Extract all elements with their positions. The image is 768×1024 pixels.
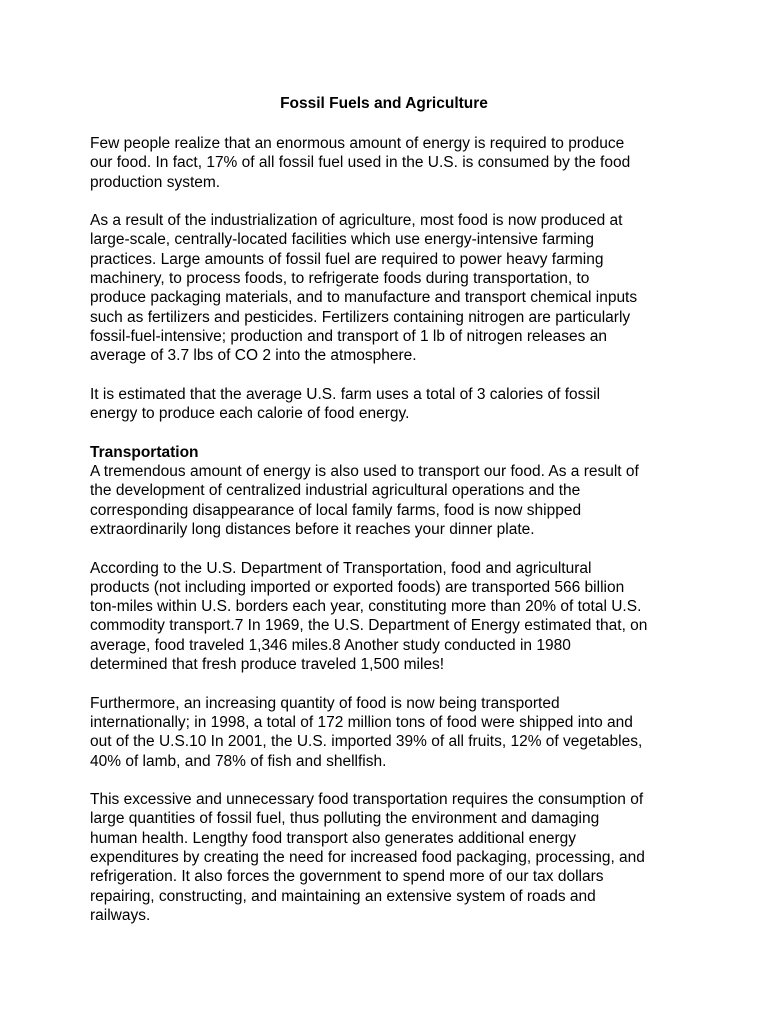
text-line: commodity transport.7 In 1969, the U.S. Department of Energy estimated that, on xyxy=(90,617,648,635)
paragraph-transport-energy xyxy=(90,462,690,539)
document-body xyxy=(90,134,690,944)
paragraph-dot-statistics xyxy=(90,559,690,675)
text-line: Few people realize that an enormous amount of energy is required to produce xyxy=(90,135,625,152)
text-line: refrigeration. It also forces the government to spend more of our tax dollars xyxy=(90,868,604,886)
section-heading-transportation: Transportation xyxy=(90,443,199,461)
document-title: Fossil Fuels and Agriculture xyxy=(280,95,488,112)
text-line: determined that fresh produce traveled 1,500 miles! xyxy=(90,656,445,674)
paragraph-international xyxy=(90,694,690,771)
text-line: Furthermore, an increasing quantity of food is now being transported xyxy=(90,694,560,712)
text-line: the development of centralized industrial agricultural operations and the xyxy=(90,482,581,500)
text-line: human health. Lengthy food transport also generates additional energy xyxy=(90,829,577,847)
text-line: machinery, to process foods, to refrigerate foods during transportation, to xyxy=(90,270,590,288)
text-line: According to the U.S. Department of Transportation, food and agricultural xyxy=(90,559,592,577)
text-line: such as fertilizers and pesticides. Fertilizers containing nitrogen are particularly xyxy=(90,308,631,326)
text-line: average of 3.7 lbs of CO 2 into the atmosphere. xyxy=(90,347,417,365)
text-line: large-scale, centrally-located facilities which use energy-intensive farming xyxy=(90,231,594,249)
text-line: 40% of lamb, and 78% of fish and shellfish. xyxy=(90,752,387,770)
paragraph-intro xyxy=(90,134,690,192)
paragraph-industrialization xyxy=(90,211,690,365)
text-line: repairing, constructing, and maintaining an extensive system of roads and xyxy=(90,887,596,905)
text-line: expenditures by creating the need for increased food packaging, processing, and xyxy=(90,848,645,866)
text-line: corresponding disappearance of local family farms, food is now shipped xyxy=(90,501,582,519)
text-line: production system. xyxy=(90,173,221,191)
text-line: A tremendous amount of energy is also used to transport our food. As a result of xyxy=(90,463,639,481)
text-line: This excessive and unnecessary food transportation requires the consumption of xyxy=(90,791,644,809)
paragraph-farm-calories xyxy=(90,385,690,424)
text-line: extraordinarily long distances before it reaches your dinner plate. xyxy=(90,520,535,538)
text-line: our food. In fact, 17% of all fossil fuel used in the U.S. is consumed by the food xyxy=(90,154,631,172)
text-line: energy to produce each calorie of food energy. xyxy=(90,405,410,423)
text-line: internationally; in 1998, a total of 172 million tons of food were shipped into and xyxy=(90,713,633,731)
text-line: fossil-fuel-intensive; production and transport of 1 lb of nitrogen releases an xyxy=(90,327,607,345)
text-line: practices. Large amounts of fossil fuel are required to power heavy farming xyxy=(90,250,604,268)
text-line: produce packaging materials, and to manufacture and transport chemical inputs xyxy=(90,289,638,307)
text-line: average, food traveled 1,346 miles.8 Another study conducted in 1980 xyxy=(90,636,571,654)
text-line: large quantities of fossil fuel, thus polluting the environment and damaging xyxy=(90,810,600,828)
text-line: out of the U.S.10 In 2001, the U.S. imported 39% of all fruits, 12% of vegetables, xyxy=(90,733,643,751)
text-line: products (not including imported or exported foods) are transported 566 billion xyxy=(90,578,625,596)
text-line: ton-miles within U.S. borders each year, constituting more than 20% of total U.S. xyxy=(90,598,642,616)
text-line: It is estimated that the average U.S. farm uses a total of 3 calories of fossil xyxy=(90,385,601,403)
text-line: railways. xyxy=(90,906,151,924)
paragraph-consequences xyxy=(90,790,690,925)
text-line: As a result of the industrialization of agriculture, most food is now produced at xyxy=(90,212,623,230)
